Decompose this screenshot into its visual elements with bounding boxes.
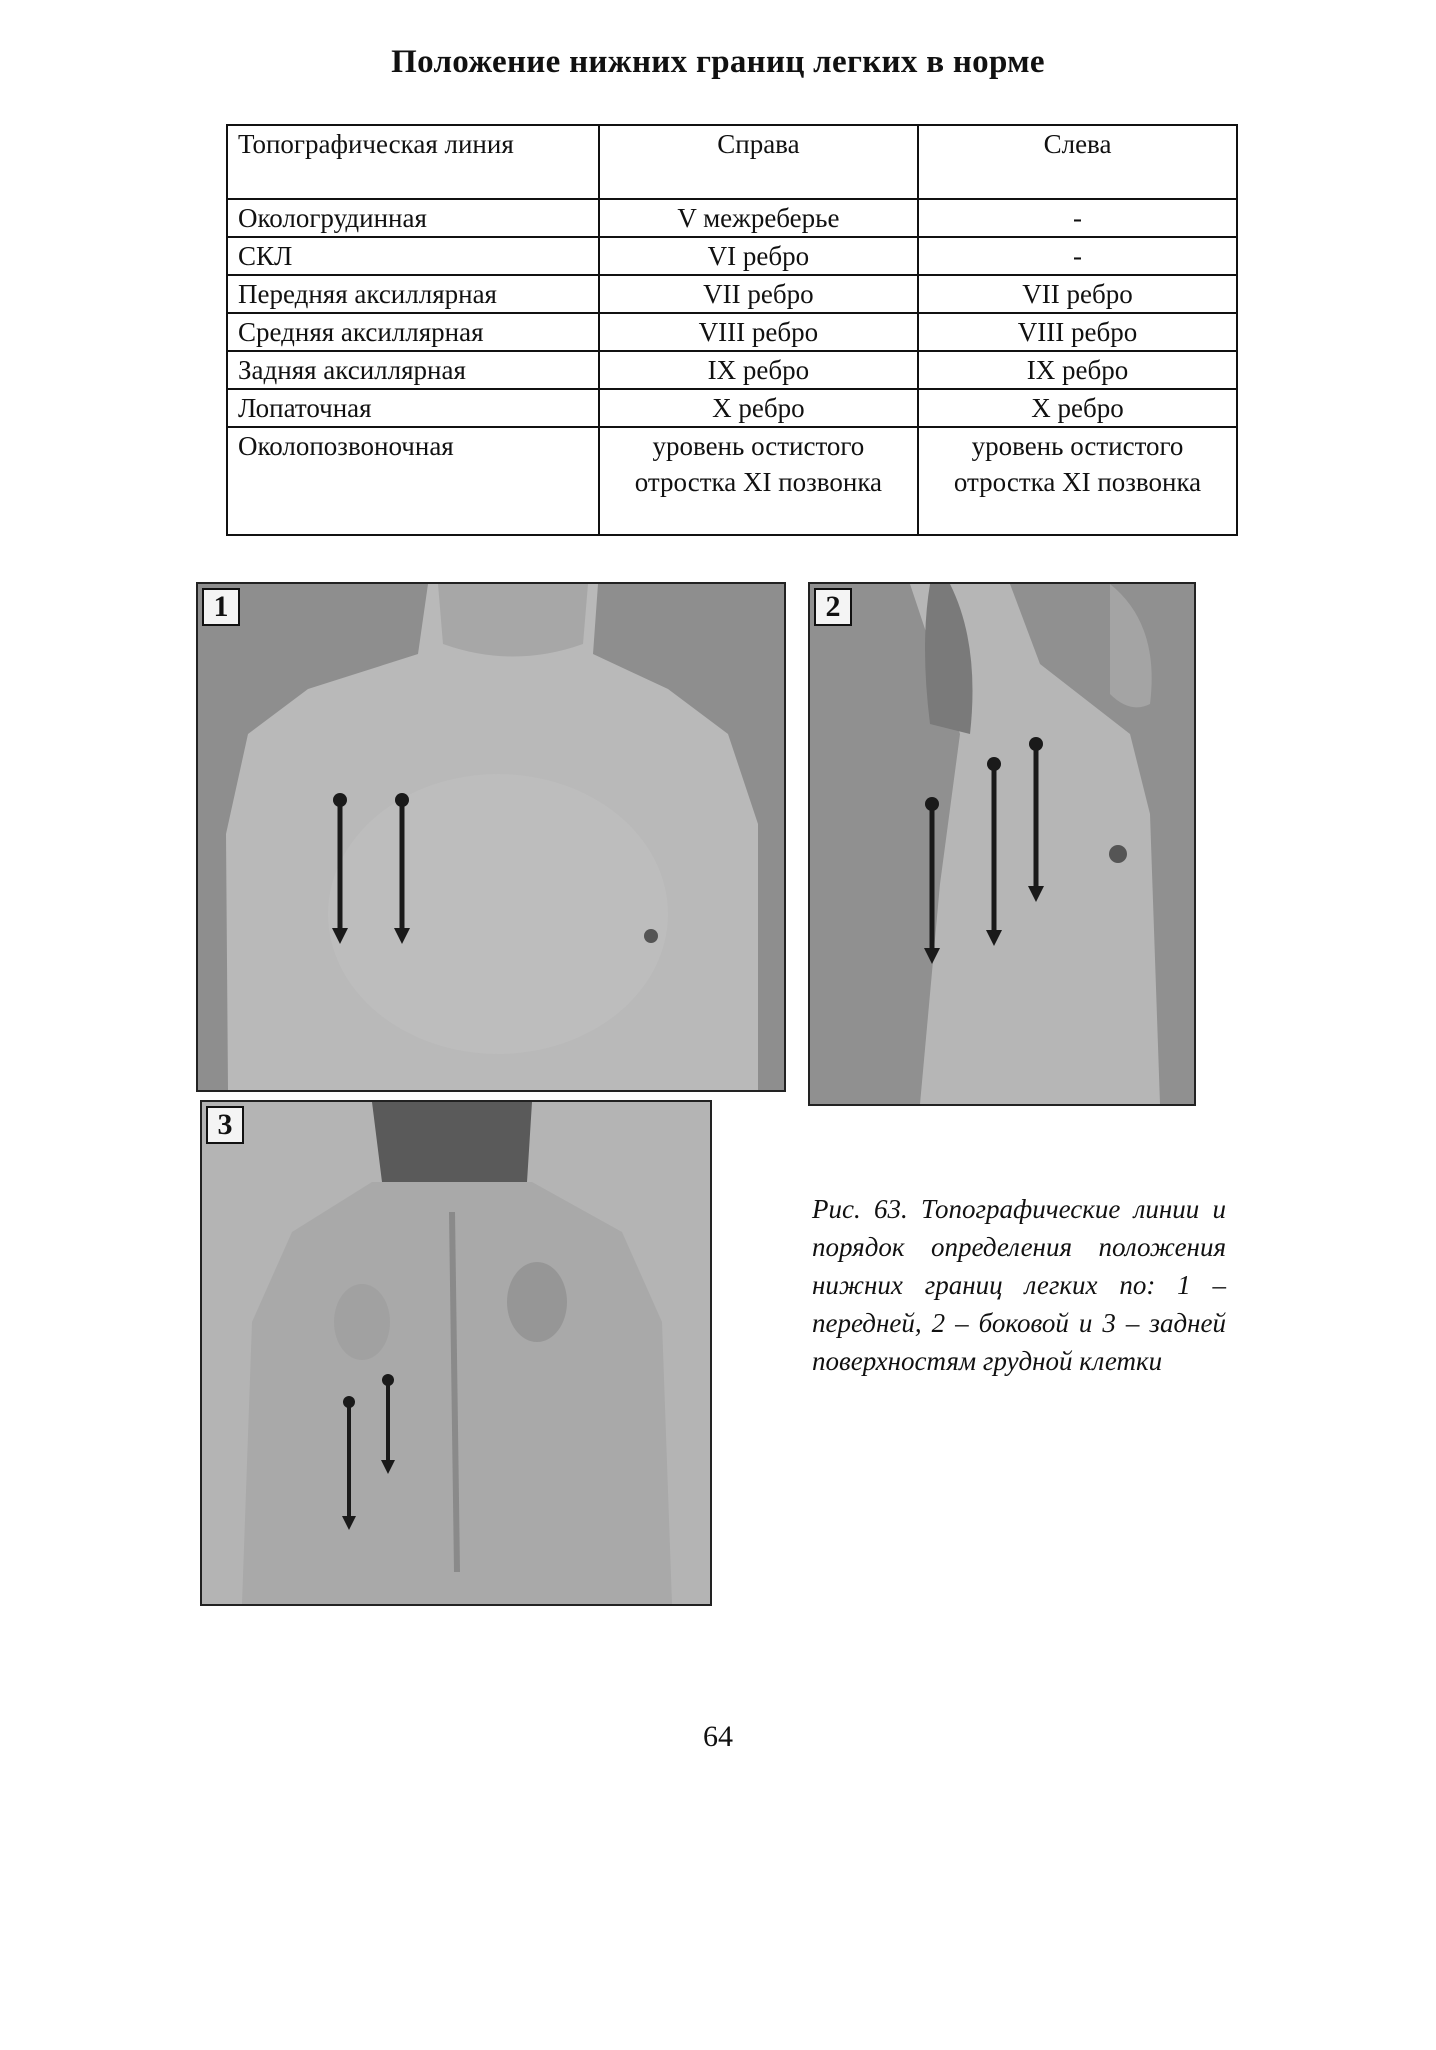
row-left: уровень остистого отростка XI позвонка — [918, 427, 1237, 535]
row-right: VI ребро — [599, 237, 918, 275]
table-row — [227, 427, 1237, 535]
row-left: - — [918, 199, 1237, 237]
row-right: V межреберье — [599, 199, 918, 237]
row-right: IX ребро — [599, 351, 918, 389]
row-line: СКЛ — [227, 237, 599, 275]
header-topographic-line: Топографическая линия — [227, 125, 599, 199]
page-title: Положение нижних границ легких в норме — [391, 44, 1045, 80]
lung-borders-table — [226, 124, 1238, 536]
lateral-chest-illustration — [810, 584, 1194, 1104]
row-left: IX ребро — [918, 351, 1237, 389]
photo-lateral-chest — [808, 582, 1196, 1106]
figure-number-badge: 1 — [202, 588, 240, 626]
table-row — [227, 313, 1237, 351]
row-right: VIII ребро — [599, 313, 918, 351]
figure-number-badge: 3 — [206, 1106, 244, 1144]
row-left: - — [918, 237, 1237, 275]
row-line: Околопозвоночная — [227, 427, 599, 535]
row-line: Средняя аксиллярная — [227, 313, 599, 351]
row-line: Лопаточная — [227, 389, 599, 427]
table-row — [227, 275, 1237, 313]
row-line: Задняя аксиллярная — [227, 351, 599, 389]
figure-number-badge: 2 — [814, 588, 852, 626]
header-left: Слева — [918, 125, 1237, 199]
figure-caption: Рис. 63. Топографические линии и порядок определения положения нижних границ легких по: 1 – передней, 2 – боковой и 3 – задней поверхностям грудной клетки — [812, 1194, 1226, 1376]
row-left: X ребро — [918, 389, 1237, 427]
posterior-chest-illustration — [202, 1102, 710, 1604]
row-left: VII ребро — [918, 275, 1237, 313]
table-row — [227, 389, 1237, 427]
row-line: Окологрудинная — [227, 199, 599, 237]
photo-posterior-chest — [200, 1100, 712, 1606]
row-left: VIII ребро — [918, 313, 1237, 351]
header-right: Справа — [599, 125, 918, 199]
anterior-chest-illustration — [198, 584, 784, 1090]
row-line: Передняя аксиллярная — [227, 275, 599, 313]
page-number: 64 — [703, 1720, 733, 1753]
row-right: уровень остистого отростка XI позвонка — [599, 427, 918, 535]
table-row — [227, 351, 1237, 389]
table-row — [227, 199, 1237, 237]
row-right: VII ребро — [599, 275, 918, 313]
row-right: X ребро — [599, 389, 918, 427]
table-row — [227, 237, 1237, 275]
table-header-row — [227, 125, 1237, 199]
photo-anterior-chest — [196, 582, 786, 1092]
